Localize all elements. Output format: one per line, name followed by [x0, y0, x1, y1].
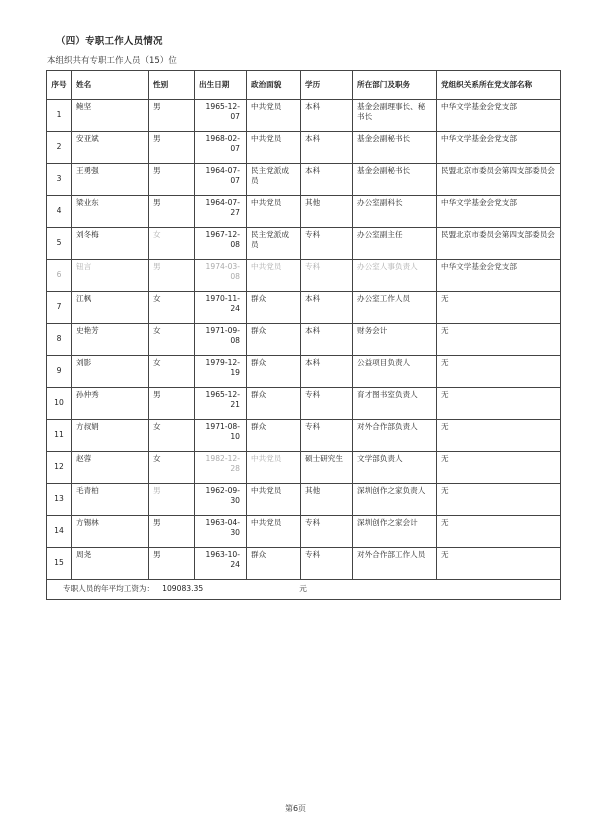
- cell-no: 15: [47, 548, 72, 580]
- cell-political: 中共党员: [247, 196, 301, 228]
- cell-political: 中共党员: [247, 452, 301, 484]
- cell-education: 硕士研究生: [301, 452, 353, 484]
- cell-birth: 1967-12-08: [195, 228, 247, 260]
- cell-name: 方锡林: [72, 516, 149, 548]
- cell-party-branch: 民盟北京市委员会第四支部委员会: [437, 164, 561, 196]
- cell-name: 史艳芳: [72, 324, 149, 356]
- staff-count-summary: 本组织共有专职工作人员（15）位: [47, 56, 177, 66]
- cell-education: 专科: [301, 228, 353, 260]
- cell-gender: 男: [149, 516, 195, 548]
- section-title: （四）专职工作人员情况: [56, 36, 163, 47]
- cell-party-branch: 民盟北京市委员会第四支部委员会: [437, 228, 561, 260]
- cell-birth: 1970-11-24: [195, 292, 247, 324]
- cell-birth: 1962-09-30: [195, 484, 247, 516]
- cell-party-branch: 中华文学基金会党支部: [437, 100, 561, 132]
- cell-no: 14: [47, 516, 72, 548]
- cell-no: 1: [47, 100, 72, 132]
- cell-no: 5: [47, 228, 72, 260]
- cell-no: 6: [47, 260, 72, 292]
- cell-education: 专科: [301, 548, 353, 580]
- cell-department: 深圳创作之家会计: [353, 516, 437, 548]
- cell-political: 民主党派成员: [247, 228, 301, 260]
- table-row: [47, 548, 561, 580]
- cell-department: 深圳创作之家负责人: [353, 484, 437, 516]
- header-party-branch: 党组织关系所在党支部名称: [437, 71, 561, 100]
- cell-name: 方叔娟: [72, 420, 149, 452]
- header-gender: 性别: [149, 71, 195, 100]
- table-row: [47, 292, 561, 324]
- header-education: 学历: [301, 71, 353, 100]
- average-salary-label: 专职人员的年平均工资为：: [63, 584, 155, 594]
- staff-table: [46, 70, 561, 600]
- cell-name: 刘冬梅: [72, 228, 149, 260]
- cell-birth: 1963-04-30: [195, 516, 247, 548]
- average-salary-cell: [47, 580, 561, 600]
- average-salary-unit: 元: [299, 584, 307, 594]
- cell-birth: 1971-08-10: [195, 420, 247, 452]
- cell-gender: 女: [149, 228, 195, 260]
- cell-gender: 男: [149, 484, 195, 516]
- cell-no: 9: [47, 356, 72, 388]
- cell-birth: 1965-12-21: [195, 388, 247, 420]
- table-row: [47, 132, 561, 164]
- table-row: [47, 228, 561, 260]
- cell-political: 中共党员: [247, 484, 301, 516]
- cell-no: 11: [47, 420, 72, 452]
- cell-department: 对外合作部负责人: [353, 420, 437, 452]
- cell-birth: 1964-07-27: [195, 196, 247, 228]
- cell-gender: 女: [149, 420, 195, 452]
- cell-gender: 男: [149, 164, 195, 196]
- header-no: 序号: [47, 71, 72, 100]
- cell-name: 孙仲秀: [72, 388, 149, 420]
- cell-education: 本科: [301, 100, 353, 132]
- cell-party-branch: 无: [437, 452, 561, 484]
- cell-birth: 1968-02-07: [195, 132, 247, 164]
- cell-political: 群众: [247, 292, 301, 324]
- cell-department: 对外合作部工作人员: [353, 548, 437, 580]
- cell-party-branch: 无: [437, 420, 561, 452]
- table-row: [47, 388, 561, 420]
- header-department: 所在部门及职务: [353, 71, 437, 100]
- table-row: [47, 260, 561, 292]
- cell-gender: 男: [149, 196, 195, 228]
- cell-birth: 1963-10-24: [195, 548, 247, 580]
- cell-no: 10: [47, 388, 72, 420]
- cell-education: 本科: [301, 324, 353, 356]
- cell-political: 群众: [247, 324, 301, 356]
- cell-department: 公益项目负责人: [353, 356, 437, 388]
- cell-party-branch: 无: [437, 324, 561, 356]
- cell-education: 专科: [301, 516, 353, 548]
- cell-name: 梁业东: [72, 196, 149, 228]
- cell-party-branch: 无: [437, 484, 561, 516]
- cell-party-branch: 无: [437, 292, 561, 324]
- cell-name: 钮言: [72, 260, 149, 292]
- cell-no: 7: [47, 292, 72, 324]
- cell-name: 刘影: [72, 356, 149, 388]
- table-row: [47, 356, 561, 388]
- cell-department: 财务会计: [353, 324, 437, 356]
- average-salary-value: 109083.35: [162, 584, 204, 594]
- cell-gender: 女: [149, 324, 195, 356]
- table-row: [47, 452, 561, 484]
- cell-education: 本科: [301, 132, 353, 164]
- cell-birth: 1964-07-07: [195, 164, 247, 196]
- cell-political: 中共党员: [247, 260, 301, 292]
- cell-department: 办公室副主任: [353, 228, 437, 260]
- cell-party-branch: 无: [437, 516, 561, 548]
- cell-political: 群众: [247, 548, 301, 580]
- cell-party-branch: 无: [437, 548, 561, 580]
- table-header-row: [47, 71, 561, 100]
- cell-education: 专科: [301, 388, 353, 420]
- cell-party-branch: 中华文学基金会党支部: [437, 260, 561, 292]
- table-row: [47, 516, 561, 548]
- cell-no: 2: [47, 132, 72, 164]
- cell-gender: 女: [149, 356, 195, 388]
- table-row: [47, 100, 561, 132]
- cell-party-branch: 无: [437, 388, 561, 420]
- cell-department: 办公室人事负责人: [353, 260, 437, 292]
- header-name: 姓名: [72, 71, 149, 100]
- cell-department: 基金会副理事长、秘书长: [353, 100, 437, 132]
- cell-party-branch: 无: [437, 356, 561, 388]
- cell-education: 专科: [301, 260, 353, 292]
- cell-name: 王勇强: [72, 164, 149, 196]
- cell-education: 本科: [301, 164, 353, 196]
- cell-no: 8: [47, 324, 72, 356]
- table-row: [47, 196, 561, 228]
- cell-name: 安亚斌: [72, 132, 149, 164]
- cell-political: 中共党员: [247, 132, 301, 164]
- cell-name: 赵蓉: [72, 452, 149, 484]
- table-row: [47, 164, 561, 196]
- cell-name: 周尧: [72, 548, 149, 580]
- table-row: [47, 324, 561, 356]
- cell-education: 其他: [301, 196, 353, 228]
- cell-birth: 1979-12-19: [195, 356, 247, 388]
- cell-gender: 男: [149, 132, 195, 164]
- cell-education: 本科: [301, 292, 353, 324]
- cell-birth: 1974-03-08: [195, 260, 247, 292]
- cell-education: 本科: [301, 356, 353, 388]
- cell-party-branch: 中华文学基金会党支部: [437, 132, 561, 164]
- cell-political: 群众: [247, 420, 301, 452]
- cell-no: 12: [47, 452, 72, 484]
- cell-gender: 男: [149, 548, 195, 580]
- cell-no: 13: [47, 484, 72, 516]
- cell-gender: 女: [149, 292, 195, 324]
- cell-birth: 1982-12-28: [195, 452, 247, 484]
- cell-birth: 1965-12-07: [195, 100, 247, 132]
- cell-gender: 男: [149, 260, 195, 292]
- table-row: [47, 484, 561, 516]
- cell-name: 毛青柏: [72, 484, 149, 516]
- cell-department: 办公室工作人员: [353, 292, 437, 324]
- header-birth: 出生日期: [195, 71, 247, 100]
- cell-gender: 男: [149, 388, 195, 420]
- cell-education: 其他: [301, 484, 353, 516]
- cell-no: 3: [47, 164, 72, 196]
- page-number: 第6页: [284, 804, 307, 813]
- cell-gender: 女: [149, 452, 195, 484]
- cell-department: 办公室副科长: [353, 196, 437, 228]
- cell-political: 民主党派成员: [247, 164, 301, 196]
- cell-political: 群众: [247, 388, 301, 420]
- cell-political: 中共党员: [247, 100, 301, 132]
- cell-department: 育才图书室负责人: [353, 388, 437, 420]
- cell-political: 群众: [247, 356, 301, 388]
- cell-name: 江枫: [72, 292, 149, 324]
- cell-department: 基金会副秘书长: [353, 132, 437, 164]
- average-salary-row: [47, 580, 561, 600]
- cell-department: 基金会副秘书长: [353, 164, 437, 196]
- cell-gender: 男: [149, 100, 195, 132]
- cell-no: 4: [47, 196, 72, 228]
- cell-party-branch: 中华文学基金会党支部: [437, 196, 561, 228]
- cell-department: 文学部负责人: [353, 452, 437, 484]
- cell-birth: 1971-09-08: [195, 324, 247, 356]
- cell-name: 鲍坚: [72, 100, 149, 132]
- header-political: 政治面貌: [247, 71, 301, 100]
- table-row: [47, 420, 561, 452]
- cell-education: 专科: [301, 420, 353, 452]
- cell-political: 中共党员: [247, 516, 301, 548]
